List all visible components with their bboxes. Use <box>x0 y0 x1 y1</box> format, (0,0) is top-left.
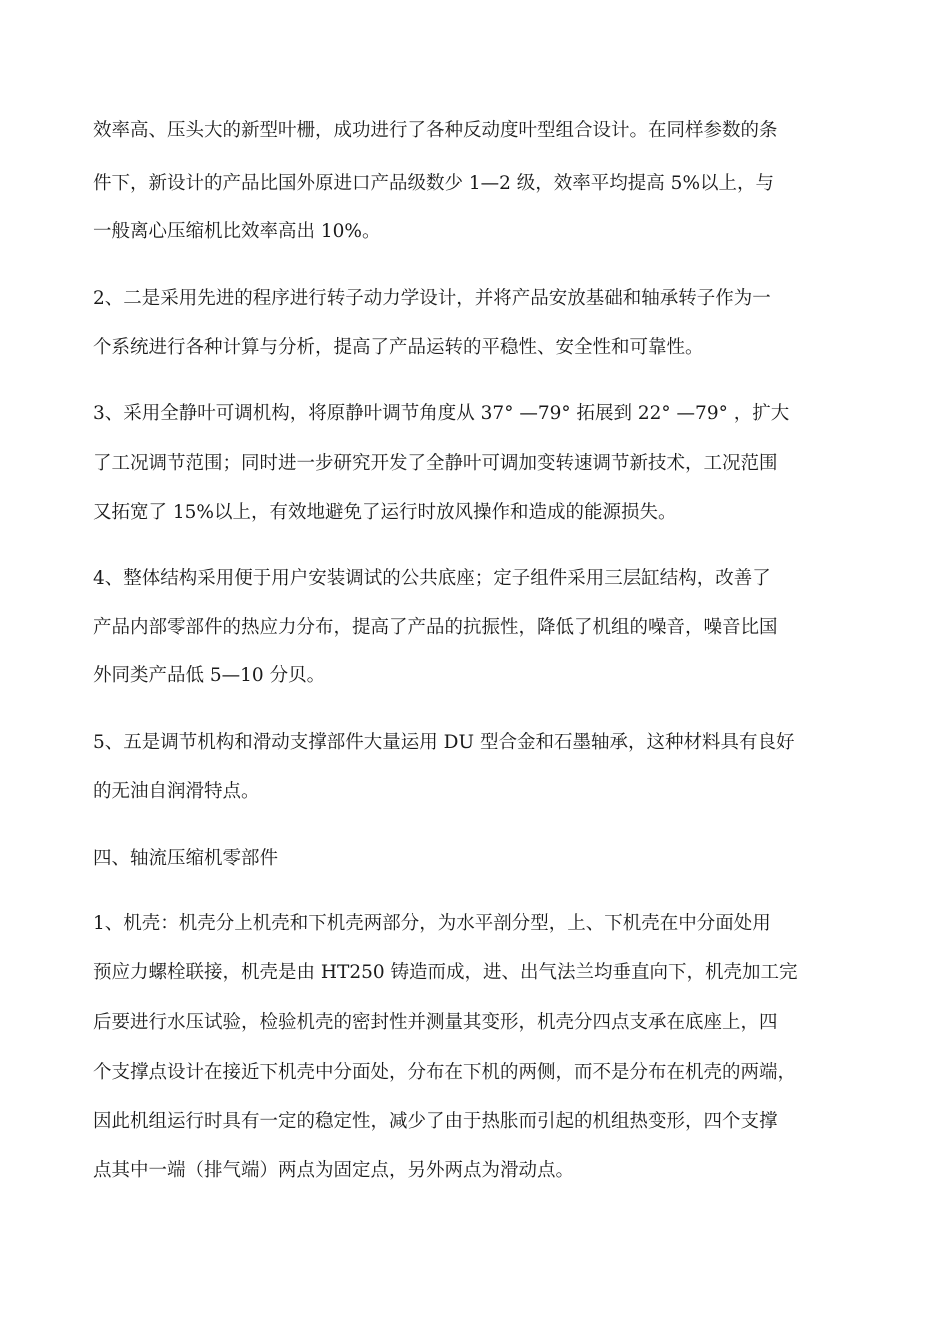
text-line: 4、整体结构采用便于用户安装调试的公共底座；定子组件采用三层缸结构，改善了 <box>93 568 771 589</box>
text-line: 5、五是调节机构和滑动支撑部件大量运用 DU 型合金和石墨轴承，这种材料具有良好 <box>93 732 795 753</box>
text-line: 预应力螺栓联接，机壳是由 HT250 铸造而成，进、出气法兰均垂直向下，机壳加工完 <box>93 962 798 983</box>
text-line: 一般离心压缩机比效率高出 10%。 <box>93 221 381 242</box>
text-line: 效率高、压头大的新型叶栅，成功进行了各种反动度叶型组合设计。在同样参数的条 <box>93 120 778 141</box>
text-line: 件下，新设计的产品比国外原进口产品级数少 1—2 级，效率平均提高 5%以上，与 <box>93 173 775 194</box>
text-line: 1、机壳：机壳分上机壳和下机壳两部分，为水平剖分型，上、下机壳在中分面处用 <box>93 913 771 934</box>
text-line: 外同类产品低 5—10 分贝。 <box>93 665 326 686</box>
text-line: 后要进行水压试验，检验机壳的密封性并测量其变形，机壳分四点支承在底座上，四 <box>93 1012 778 1033</box>
text-line: 因此机组运行时具有一定的稳定性，减少了由于热胀而引起的机组热变形，四个支撑 <box>93 1111 778 1132</box>
text-line: 产品内部零部件的热应力分布，提高了产品的抗振性，降低了机组的噪音，噪音比国 <box>93 617 778 638</box>
section-heading: 四、轴流压缩机零部件 <box>93 848 279 869</box>
text-line: 的无油自润滑特点。 <box>93 781 260 802</box>
text-line: 个系统进行各种计算与分析，提高了产品运转的平稳性、安全性和可靠性。 <box>93 337 704 358</box>
text-line: 了工况调节范围；同时进一步研究开发了全静叶可调加变转速调节新技术，工况范围 <box>93 453 778 474</box>
text-line: 3、采用全静叶可调机构，将原静叶调节角度从 37° —79° 拓展到 22° —79° ，扩大 <box>93 403 790 424</box>
text-line: 点其中一端（排气端）两点为固定点，另外两点为滑动点。 <box>93 1160 575 1181</box>
text-line: 2、二是采用先进的程序进行转子动力学设计，并将产品安放基础和轴承转子作为一 <box>93 288 771 309</box>
text-line: 又拓宽了 15%以上，有效地避免了运行时放风操作和造成的能源损失。 <box>93 502 677 523</box>
text-line: 个支撑点设计在接近下机壳中分面处，分布在下机的两侧，而不是分布在机壳的两端， <box>93 1062 797 1083</box>
